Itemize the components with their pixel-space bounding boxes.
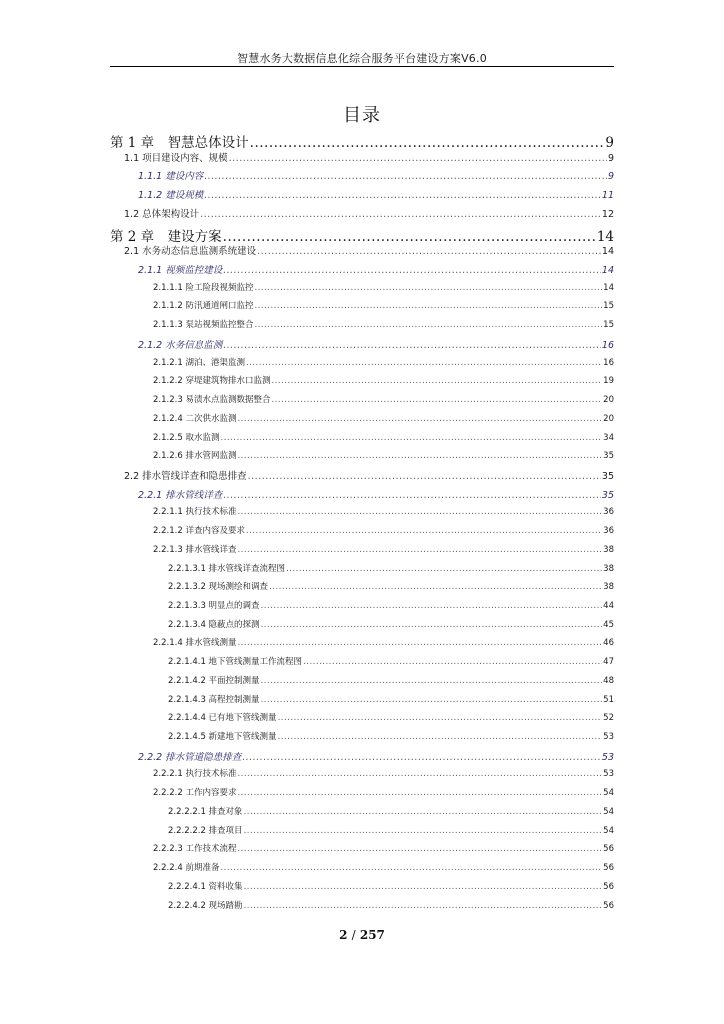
toc-entry-title: 2.1 水务动态信息监测系统建设 xyxy=(124,246,257,258)
toc-dot-leader xyxy=(204,171,607,182)
toc-entry-page-number: 9 xyxy=(607,171,614,183)
toc-entry-title: 2.1.1.1 险工险段视频监控 xyxy=(153,282,254,293)
toc-dot-leader xyxy=(204,190,601,201)
total-page-count: 257 xyxy=(359,928,385,942)
toc-dot-leader xyxy=(237,451,602,461)
toc-dot-leader xyxy=(261,676,603,686)
toc-entry[interactable] xyxy=(168,730,614,742)
toc-dot-leader xyxy=(248,471,601,482)
toc-dot-leader xyxy=(244,882,603,892)
toc-entry-page-number: 36 xyxy=(603,507,614,518)
toc-entry[interactable] xyxy=(153,356,614,368)
toc-entry-page-number: 20 xyxy=(603,413,614,424)
toc-entry-page-number: 14 xyxy=(601,265,614,277)
toc-entry-page-number: 47 xyxy=(603,657,614,668)
toc-dot-leader xyxy=(254,320,602,330)
toc-entry-page-number: 35 xyxy=(603,451,614,462)
toc-entry-page-number: 9 xyxy=(607,152,614,164)
toc-entry-page-number: 14 xyxy=(596,228,614,245)
toc-entry[interactable] xyxy=(138,749,614,763)
toc-dot-leader xyxy=(223,340,601,351)
toc-entry[interactable] xyxy=(168,580,614,592)
toc-entry[interactable] xyxy=(138,168,614,182)
toc-entry-page-number: 54 xyxy=(603,825,614,836)
toc-entry-page-number: 12 xyxy=(601,208,614,220)
toc-entry-title: 2.2.1.4.4 已有地下管线测量 xyxy=(168,713,277,724)
toc-entry-page-number: 56 xyxy=(603,863,614,874)
toc-entry-page-number: 56 xyxy=(603,900,614,911)
toc-entry[interactable] xyxy=(153,636,614,648)
toc-dot-leader xyxy=(200,209,601,220)
toc-entry-title: 2.2.1.3.4 隐蔽点的探测 xyxy=(168,619,260,630)
toc-entry-title: 2.2.1.4.3 高程控制测量 xyxy=(168,694,260,705)
toc-entry-page-number: 15 xyxy=(603,320,614,331)
toc-entry-title: 2.2.1.1 执行技术标准 xyxy=(153,507,237,518)
toc-entry-title: 2.1.2.6 排水管网监测 xyxy=(153,451,237,462)
toc-entry[interactable] xyxy=(168,880,614,892)
toc-entry[interactable] xyxy=(168,824,614,836)
toc-entry-title: 2.2.1.4.5 新建地下管线测量 xyxy=(168,732,277,743)
toc-dot-leader xyxy=(244,826,603,836)
toc-entry[interactable] xyxy=(138,337,614,351)
toc-entry[interactable] xyxy=(168,693,614,705)
toc-chapter-entry[interactable] xyxy=(110,225,614,245)
toc-entry-title: 2.2.1.4.1 地下管线测量工作流程图 xyxy=(168,657,303,668)
toc-entry[interactable] xyxy=(138,187,614,201)
toc-dot-leader xyxy=(242,752,601,763)
toc-entry-title: 2.2 排水管线详查和隐患排查 xyxy=(124,470,247,482)
toc-entry[interactable] xyxy=(153,393,614,405)
toc-entry-title: 2.2.2.3 工作技术流程 xyxy=(153,844,237,855)
toc-entry-page-number: 35 xyxy=(601,470,614,482)
toc-dot-leader xyxy=(246,526,602,536)
toc-dot-leader xyxy=(278,713,603,723)
toc-entry-title: 2.1.1 视频监控建设 xyxy=(138,265,223,277)
toc-entry[interactable] xyxy=(153,524,614,536)
toc-entry-title: 2.1.2.4 二次供水监测 xyxy=(153,413,237,424)
toc-title: 目录 xyxy=(343,105,381,126)
toc-entry[interactable] xyxy=(124,150,614,164)
toc-entry-title: 2.2.1.4.2 平面控制测量 xyxy=(168,675,260,686)
toc-entry-title: 2.2.2.2 工作内容要求 xyxy=(153,788,237,799)
toc-dot-leader xyxy=(244,901,603,911)
toc-dot-leader xyxy=(237,769,602,779)
toc-dot-leader xyxy=(261,601,603,611)
toc-entry-page-number: 35 xyxy=(601,489,614,501)
toc-entry-title: 2.2.2.4 前期准备 xyxy=(153,863,220,874)
toc-entry-title: 2.1.1.2 防汛通道闸口监控 xyxy=(153,301,254,312)
toc-entry-title: 2.1.2.2 穿堤建筑物排水口监测 xyxy=(153,376,271,387)
toc-entry-title: 2.2.1.4 排水管线测量 xyxy=(153,638,237,649)
toc-entry[interactable] xyxy=(168,618,614,630)
toc-entry[interactable] xyxy=(138,487,614,501)
toc-entry[interactable] xyxy=(168,711,614,723)
toc-entry-page-number: 38 xyxy=(603,582,614,593)
toc-dot-leader xyxy=(261,695,603,705)
toc-dot-leader xyxy=(271,376,602,386)
toc-entry-title: 2.1.2.3 易渍水点监测数据整合 xyxy=(153,395,271,406)
running-header: 智慧水务大数据信息化综合服务平台建设方案V6.0 xyxy=(237,52,487,65)
toc-dot-leader xyxy=(223,490,601,501)
toc-entry-page-number: 53 xyxy=(603,769,614,780)
toc-dot-leader xyxy=(220,433,602,443)
toc-entry-title: 2.2.2.1 执行技术标准 xyxy=(153,769,237,780)
toc-entry[interactable] xyxy=(168,562,614,574)
toc-dot-leader xyxy=(220,863,602,873)
toc-entry[interactable] xyxy=(153,767,614,779)
toc-entry[interactable] xyxy=(153,543,614,555)
toc-dot-leader xyxy=(286,564,602,574)
toc-entry-title: 2.1.1.3 泵站视频监控整合 xyxy=(153,320,254,331)
toc-entry[interactable] xyxy=(124,243,614,257)
toc-entry-title: 2.1.2.1 湖泊、港渠监测 xyxy=(153,357,245,368)
toc-entry[interactable] xyxy=(168,655,614,667)
toc-entry[interactable] xyxy=(153,861,614,873)
toc-dot-leader xyxy=(223,265,601,276)
toc-dot-leader xyxy=(257,246,601,257)
toc-entry-title: 1.1 项目建设内容、规模 xyxy=(124,152,228,164)
toc-dot-leader xyxy=(237,507,602,517)
toc-entry-page-number: 16 xyxy=(601,339,614,351)
toc-entry-title: 2.1.2 水务信息监测 xyxy=(138,339,223,351)
toc-entry-page-number: 14 xyxy=(601,246,614,258)
toc-entry-page-number: 54 xyxy=(603,806,614,817)
toc-entry-title: 2.2.2 排水管道隐患排查 xyxy=(138,751,242,763)
toc-entry[interactable] xyxy=(153,842,614,854)
toc-entry[interactable] xyxy=(168,674,614,686)
toc-entry[interactable] xyxy=(153,318,614,330)
toc-entry[interactable] xyxy=(153,412,614,424)
toc-entry-title: 1.1.1 建设内容 xyxy=(138,171,204,183)
toc-dot-leader xyxy=(237,844,602,854)
toc-entry-page-number: 56 xyxy=(603,881,614,892)
toc-entry-page-number: 56 xyxy=(603,844,614,855)
toc-dot-leader xyxy=(237,414,602,424)
toc-entry[interactable] xyxy=(153,449,614,461)
toc-entry-page-number: 52 xyxy=(603,713,614,724)
toc-entry-page-number: 38 xyxy=(603,544,614,555)
toc-entry-title: 2.2.1.3.1 排水管线详查流程图 xyxy=(168,563,286,574)
toc-dot-leader xyxy=(278,732,603,742)
toc-entry-page-number: 34 xyxy=(603,432,614,443)
toc-entry-title: 第 2 章 建设方案 xyxy=(110,228,222,245)
toc-entry-title: 2.2.2.4.1 资料收集 xyxy=(168,881,243,892)
toc-entry-page-number: 38 xyxy=(603,563,614,574)
toc-dot-leader xyxy=(237,638,602,648)
toc-entry-page-number: 54 xyxy=(603,788,614,799)
toc-dot-leader xyxy=(229,153,607,164)
toc-entry-page-number: 11 xyxy=(601,190,614,202)
toc-entry-title: 2.2.2.4.2 现场踏勘 xyxy=(168,900,243,911)
toc-dot-leader xyxy=(223,229,596,245)
toc-dot-leader xyxy=(246,358,602,368)
page-footer xyxy=(0,928,724,942)
toc-entry-title: 1.1.2 建设规模 xyxy=(138,190,204,202)
toc-dot-leader xyxy=(254,301,602,311)
toc-entry-page-number: 51 xyxy=(603,694,614,705)
toc-dot-leader xyxy=(261,620,603,630)
toc-dot-leader xyxy=(250,135,605,151)
toc-entry-page-number: 45 xyxy=(603,619,614,630)
toc-dot-leader xyxy=(269,582,602,592)
toc-entry-page-number: 48 xyxy=(603,675,614,686)
toc-entry-page-number: 16 xyxy=(603,357,614,368)
toc-entry-page-number: 46 xyxy=(603,638,614,649)
toc-entry-title: 第 1 章 智慧总体设计 xyxy=(110,135,249,151)
toc-entry[interactable] xyxy=(153,281,614,293)
toc-entry[interactable] xyxy=(153,786,614,798)
toc-dot-leader xyxy=(271,395,602,405)
toc-entry-page-number: 19 xyxy=(603,376,614,387)
toc-entry[interactable] xyxy=(124,468,614,482)
current-page-number: 2 xyxy=(339,928,348,942)
toc-entry-title: 2.2.1.3 排水管线详查 xyxy=(153,544,237,555)
toc-entry-title: 2.2.2.2.2 排查项目 xyxy=(168,825,243,836)
toc-entry[interactable] xyxy=(153,374,614,386)
toc-entry-page-number: 36 xyxy=(603,526,614,537)
toc-entry[interactable] xyxy=(153,299,614,311)
toc-chapter-entry[interactable] xyxy=(110,131,614,151)
toc-entry[interactable] xyxy=(153,505,614,517)
toc-entry-page-number: 9 xyxy=(605,135,614,151)
toc-entry-title: 2.2.1.2 详查内容及要求 xyxy=(153,526,245,537)
toc-entry-title: 2.2.1.3.3 明显点的调查 xyxy=(168,601,260,611)
toc-entry[interactable] xyxy=(153,431,614,443)
toc-entry-page-number: 14 xyxy=(603,282,614,293)
toc-dot-leader xyxy=(237,788,602,798)
toc-dot-leader xyxy=(244,807,603,817)
toc-entry-page-number: 15 xyxy=(603,301,614,312)
toc-dot-leader xyxy=(303,657,602,667)
toc-entry-page-number: 53 xyxy=(601,751,614,763)
toc-dot-leader xyxy=(254,283,602,293)
toc-entry-page-number: 44 xyxy=(603,601,614,611)
toc-entry-title: 2.2.2.2.1 排查对象 xyxy=(168,806,243,817)
toc-entry-page-number: 20 xyxy=(603,395,614,406)
toc-entry-title: 2.2.1 排水管线详查 xyxy=(138,489,223,501)
toc-entry[interactable] xyxy=(124,206,614,220)
toc-entry[interactable] xyxy=(168,899,614,911)
toc-entry[interactable] xyxy=(168,599,614,611)
toc-entry-title: 2.2.1.3.2 现场测绘和调查 xyxy=(168,582,269,593)
toc-dot-leader xyxy=(237,545,602,555)
toc-entry-title: 2.1.2.5 取水监测 xyxy=(153,432,220,443)
toc-entry[interactable] xyxy=(168,805,614,817)
toc-entry-page-number: 53 xyxy=(603,732,614,743)
page-separator: / xyxy=(351,928,356,942)
toc-entry[interactable] xyxy=(138,262,614,276)
toc-entry-title: 1.2 总体架构设计 xyxy=(124,208,200,220)
